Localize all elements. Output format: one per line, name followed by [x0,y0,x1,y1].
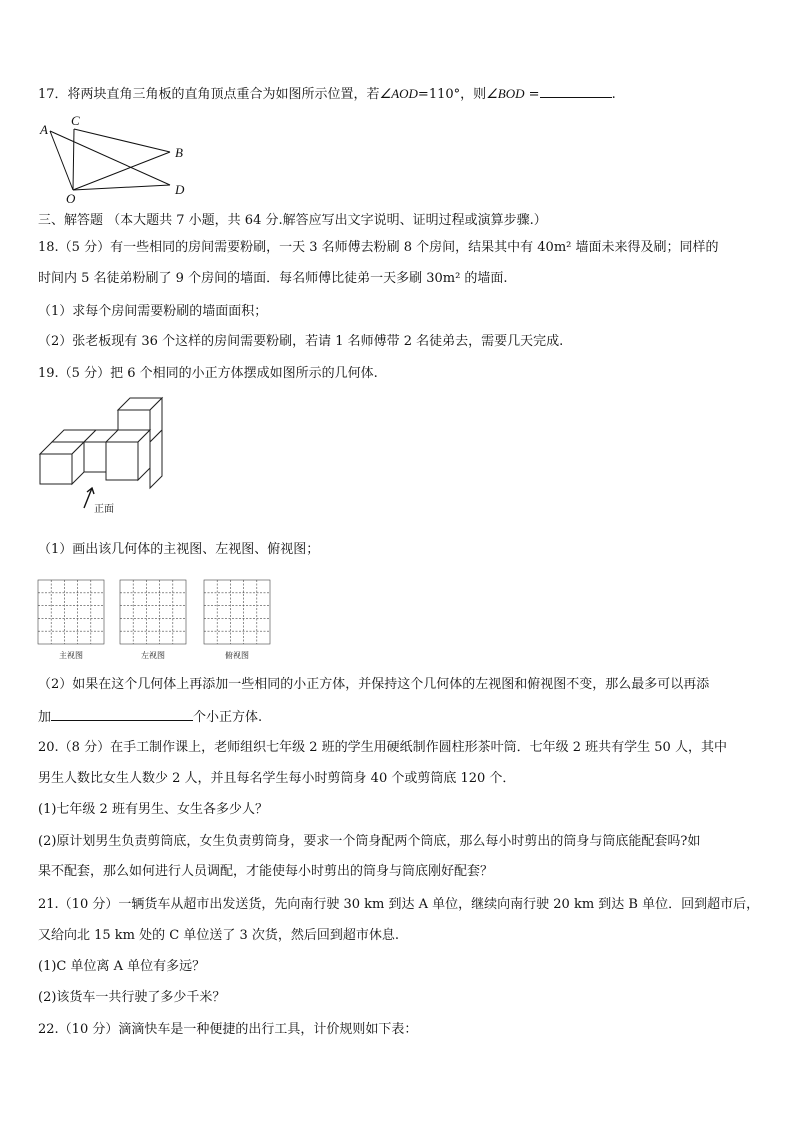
q21-line1: 21.（10 分）一辆货车从超市出发送货，先向南行驶 30 km 到达 A 单位，继续向南行驶 20 km 到达 B 单位．回到超市后， [38,897,760,912]
section-3-heading: 三、解答题 （本大题共 7 小题，共 64 分.解答应写出文字说明、证明过程或演算步骤.） [38,213,547,228]
label-c: C [71,113,80,128]
q19-line1: 19.（5 分）把 6 个相同的小正方体摆成如图所示的几何体. [38,366,378,381]
angle-aod: ∠AOD [379,86,418,101]
q22-line1: 22.（10 分）滴滴快车是一种便捷的出行工具，计价规则如下表： [38,1022,418,1037]
q19-sub1: （1）画出该几何体的主视图、左视图、俯视图； [38,542,320,557]
angle-bod: ∠BOD [486,86,525,101]
q18-sub2: （2）张老板现有 36 个这样的房间需要粉刷，若请 1 名师傅带 2 名徒弟去，需要几天完成. [38,334,564,349]
q17-triangle-figure [36,112,196,204]
front-label: 正面 [94,504,114,515]
q18-line1: 18.（5 分）有一些相同的房间需要粉刷，一天 3 名师傅去粉刷 8 个房间，结果其中有 40m² 墙面未来得及刷；同样的 [38,240,719,255]
label-d: D [175,182,185,197]
q21-line2: 又给向北 15 km 处的 C 单位送了 3 次货，然后回到超市休息. [38,928,400,943]
q20-line1: 20.（8 分）在手工制作课上，老师组织七年级 2 班的学生用硬纸制作圆柱形茶叶筒．七年级 2 班共有学生 50 人，其中 [38,740,727,755]
q21-sub2: (2)该货车一共行驶了多少千米？ [38,990,226,1005]
q19-drawing-grids [36,578,276,662]
q20-line2: 男生人数比女生人数少 2 人，并且每名学生每小时剪筒身 40 个或剪筒底 120 个． [38,771,516,786]
caption-front-view: 主视图 [59,651,83,660]
q21-sub1: (1)C 单位离 A 单位有多远？ [38,959,206,974]
q20-sub2-line2: 果不配套，那么如何进行人员调配，才能使每小时剪出的筒身与筒底刚好配套？ [38,864,494,879]
label-b: B [175,145,183,160]
caption-top-view: 俯视图 [225,651,249,660]
caption-left-view: 左视图 [141,651,165,660]
answer-blank-19[interactable] [51,708,193,721]
q20-sub2-line1: (2)原计划男生负责剪筒底，女生负责剪筒身，要求一个筒身配两个筒底，那么每小时剪出的筒身与筒底能配套吗?如 [38,834,701,849]
q19-sub2-line1: （2）如果在这个几何体上再添加一些相同的小正方体，并保持这个几何体的左视图和俯视图不变，那么最多可以再添 [38,677,710,692]
q19-cube-figure [38,396,168,524]
q19-sub2-line2: 加 个小正方体. [38,710,263,725]
q17-text: 17．将两块直角三角板的直角顶点重合为如图所示位置，若∠AOD=110°，则∠BOD = . [38,86,616,102]
label-o: O [66,191,76,206]
q20-sub1: (1)七年级 2 班有男生、女生各多少人？ [38,802,268,817]
answer-blank-17[interactable] [540,85,612,98]
q18-line2: 时间内 5 名徒弟粉刷了 9 个房间的墙面．每名师傅比徒弟一天多刷 30m² 的墙面. [38,271,508,286]
q18-sub1: （1）求每个房间需要粉刷的墙面面积； [38,304,268,319]
label-a: A [40,122,48,137]
